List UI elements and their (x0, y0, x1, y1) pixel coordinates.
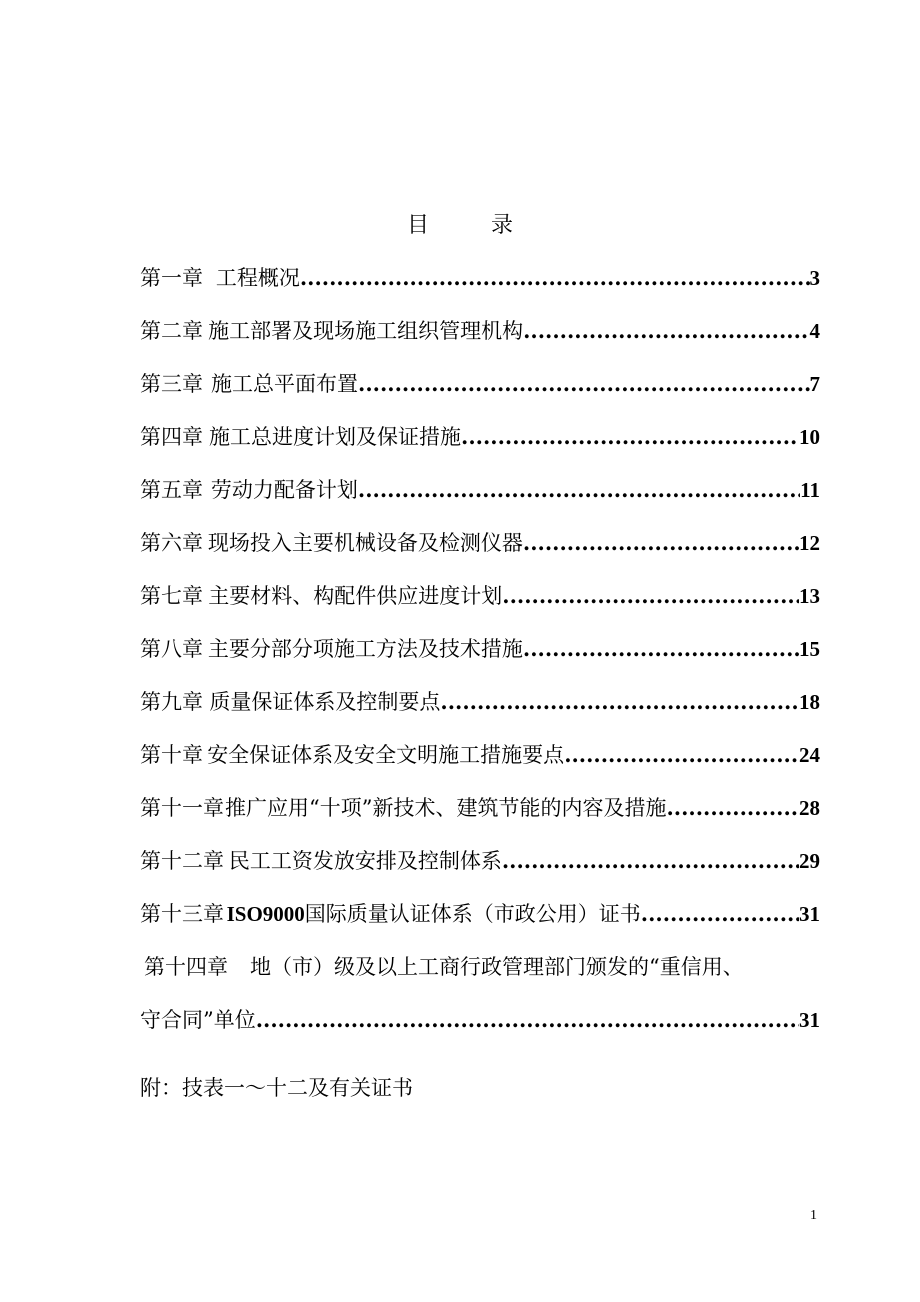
toc-chapter: 第二章 (140, 319, 203, 343)
toc-name: 施工总进度计划及保证措施 (209, 425, 462, 449)
toc-entry-9[interactable] (140, 686, 820, 739)
toc-entry-2[interactable] (140, 315, 820, 368)
toc-chapter: 第十二章 (140, 849, 224, 873)
toc-leader-dots (440, 686, 799, 718)
toc-page-number: 7 (809, 372, 820, 396)
toc-name: 安全保证体系及安全文明施工措施要点 (207, 743, 565, 767)
toc-name: 工程概况 (215, 266, 300, 290)
toc-entry-3[interactable] (140, 368, 820, 421)
toc-leader-dots (256, 1004, 799, 1036)
toc-page-number: 29 (799, 849, 820, 873)
toc-entry-line1 (140, 951, 820, 1004)
toc-page-number: 24 (799, 743, 820, 767)
toc-leader-dots (358, 368, 809, 400)
toc-name: 推广应用“十项”新技术、建筑节能的内容及措施 (224, 796, 667, 820)
toc-entry-11[interactable] (140, 792, 820, 845)
toc-page-number: 4 (809, 319, 820, 343)
toc-title-left: 目 (406, 213, 429, 238)
toc-page-number: 11 (800, 478, 820, 502)
toc-entry-13[interactable] (140, 898, 820, 951)
toc-name-line2: 守合同”单位 (140, 1008, 256, 1032)
toc-name: 质量保证体系及控制要点 (209, 690, 441, 714)
toc-page-number: 15 (799, 637, 820, 661)
toc-page-number: 28 (799, 796, 820, 820)
toc-name: 现场投入主要机械设备及检测仪器 (207, 531, 523, 555)
appendix-note: 附：技表一～十二及有关证书 (140, 1076, 413, 1100)
toc-entry-line2 (140, 1004, 820, 1057)
toc-leader-dots (523, 315, 809, 347)
toc-entry-5[interactable] (140, 474, 820, 527)
toc-name: 施工总平面布置 (211, 372, 359, 396)
toc-title-right: 录 (491, 213, 514, 238)
toc-leader-dots (523, 527, 799, 559)
toc-chapter: 第七章 (140, 584, 203, 608)
toc-page-number: 10 (799, 425, 820, 449)
toc-chapter: 第五章 (140, 478, 203, 502)
toc-leader-dots (461, 421, 799, 453)
toc-page-number: 31 (799, 902, 820, 926)
toc-page-number: 12 (799, 531, 820, 555)
toc-entry-12[interactable] (140, 845, 820, 898)
toc-leader-dots (523, 633, 799, 665)
toc-leader-dots (358, 474, 800, 506)
page-number: 1 (810, 1208, 817, 1223)
toc-chapter: 第十三章 (140, 902, 224, 926)
toc-chapter: 第九章 (140, 690, 203, 714)
toc-leader-dots (666, 792, 799, 824)
toc-entry-1[interactable] (140, 262, 820, 315)
toc-name-line1: 地（市）级及以上工商行政管理部门颁发的“重信用、 (250, 955, 744, 979)
toc-leader-dots (641, 898, 799, 930)
toc-chapter: 第十章 (140, 743, 203, 767)
toc-name: 施工部署及现场施工组织管理机构 (208, 319, 524, 343)
toc-leader-dots (300, 262, 810, 294)
toc-entry-14[interactable] (140, 951, 820, 1057)
toc-leader-dots (502, 580, 799, 612)
toc-leader-dots (502, 845, 799, 877)
toc-page-number: 31 (799, 1008, 820, 1032)
toc-entry-6[interactable] (140, 527, 820, 580)
toc-entry-8[interactable] (140, 633, 820, 686)
toc-name (227, 898, 641, 930)
toc-page-number: 3 (809, 266, 820, 290)
toc-name: 民工工资发放安排及控制体系 (228, 849, 502, 873)
toc-name: 劳动力配备计划 (210, 478, 358, 502)
toc-name: 主要分部分项施工方法及技术措施 (207, 637, 523, 661)
toc-chapter: 第四章 (140, 425, 203, 449)
toc-chapter: 第八章 (140, 637, 203, 661)
toc-chapter: 第一章 (140, 266, 203, 290)
toc-list (140, 262, 820, 1057)
toc-chapter: 第六章 (140, 531, 203, 555)
toc-name-rest: 国际质量认证体系（市政公用）证书 (304, 902, 641, 926)
toc-page-number: 18 (799, 690, 820, 714)
toc-title (0, 208, 920, 239)
toc-name: 主要材料、构配件供应进度计划 (208, 584, 503, 608)
toc-page-number: 13 (799, 584, 820, 608)
toc-chapter: 第十四章 (144, 955, 228, 979)
toc-entry-7[interactable] (140, 580, 820, 633)
toc-chapter: 第三章 (140, 372, 203, 396)
toc-leader-dots (564, 739, 799, 771)
toc-chapter: 第十一章 (140, 796, 224, 820)
toc-entry-4[interactable] (140, 421, 820, 474)
toc-name-prefix: ISO9000 (226, 902, 305, 926)
toc-entry-10[interactable] (140, 739, 820, 792)
